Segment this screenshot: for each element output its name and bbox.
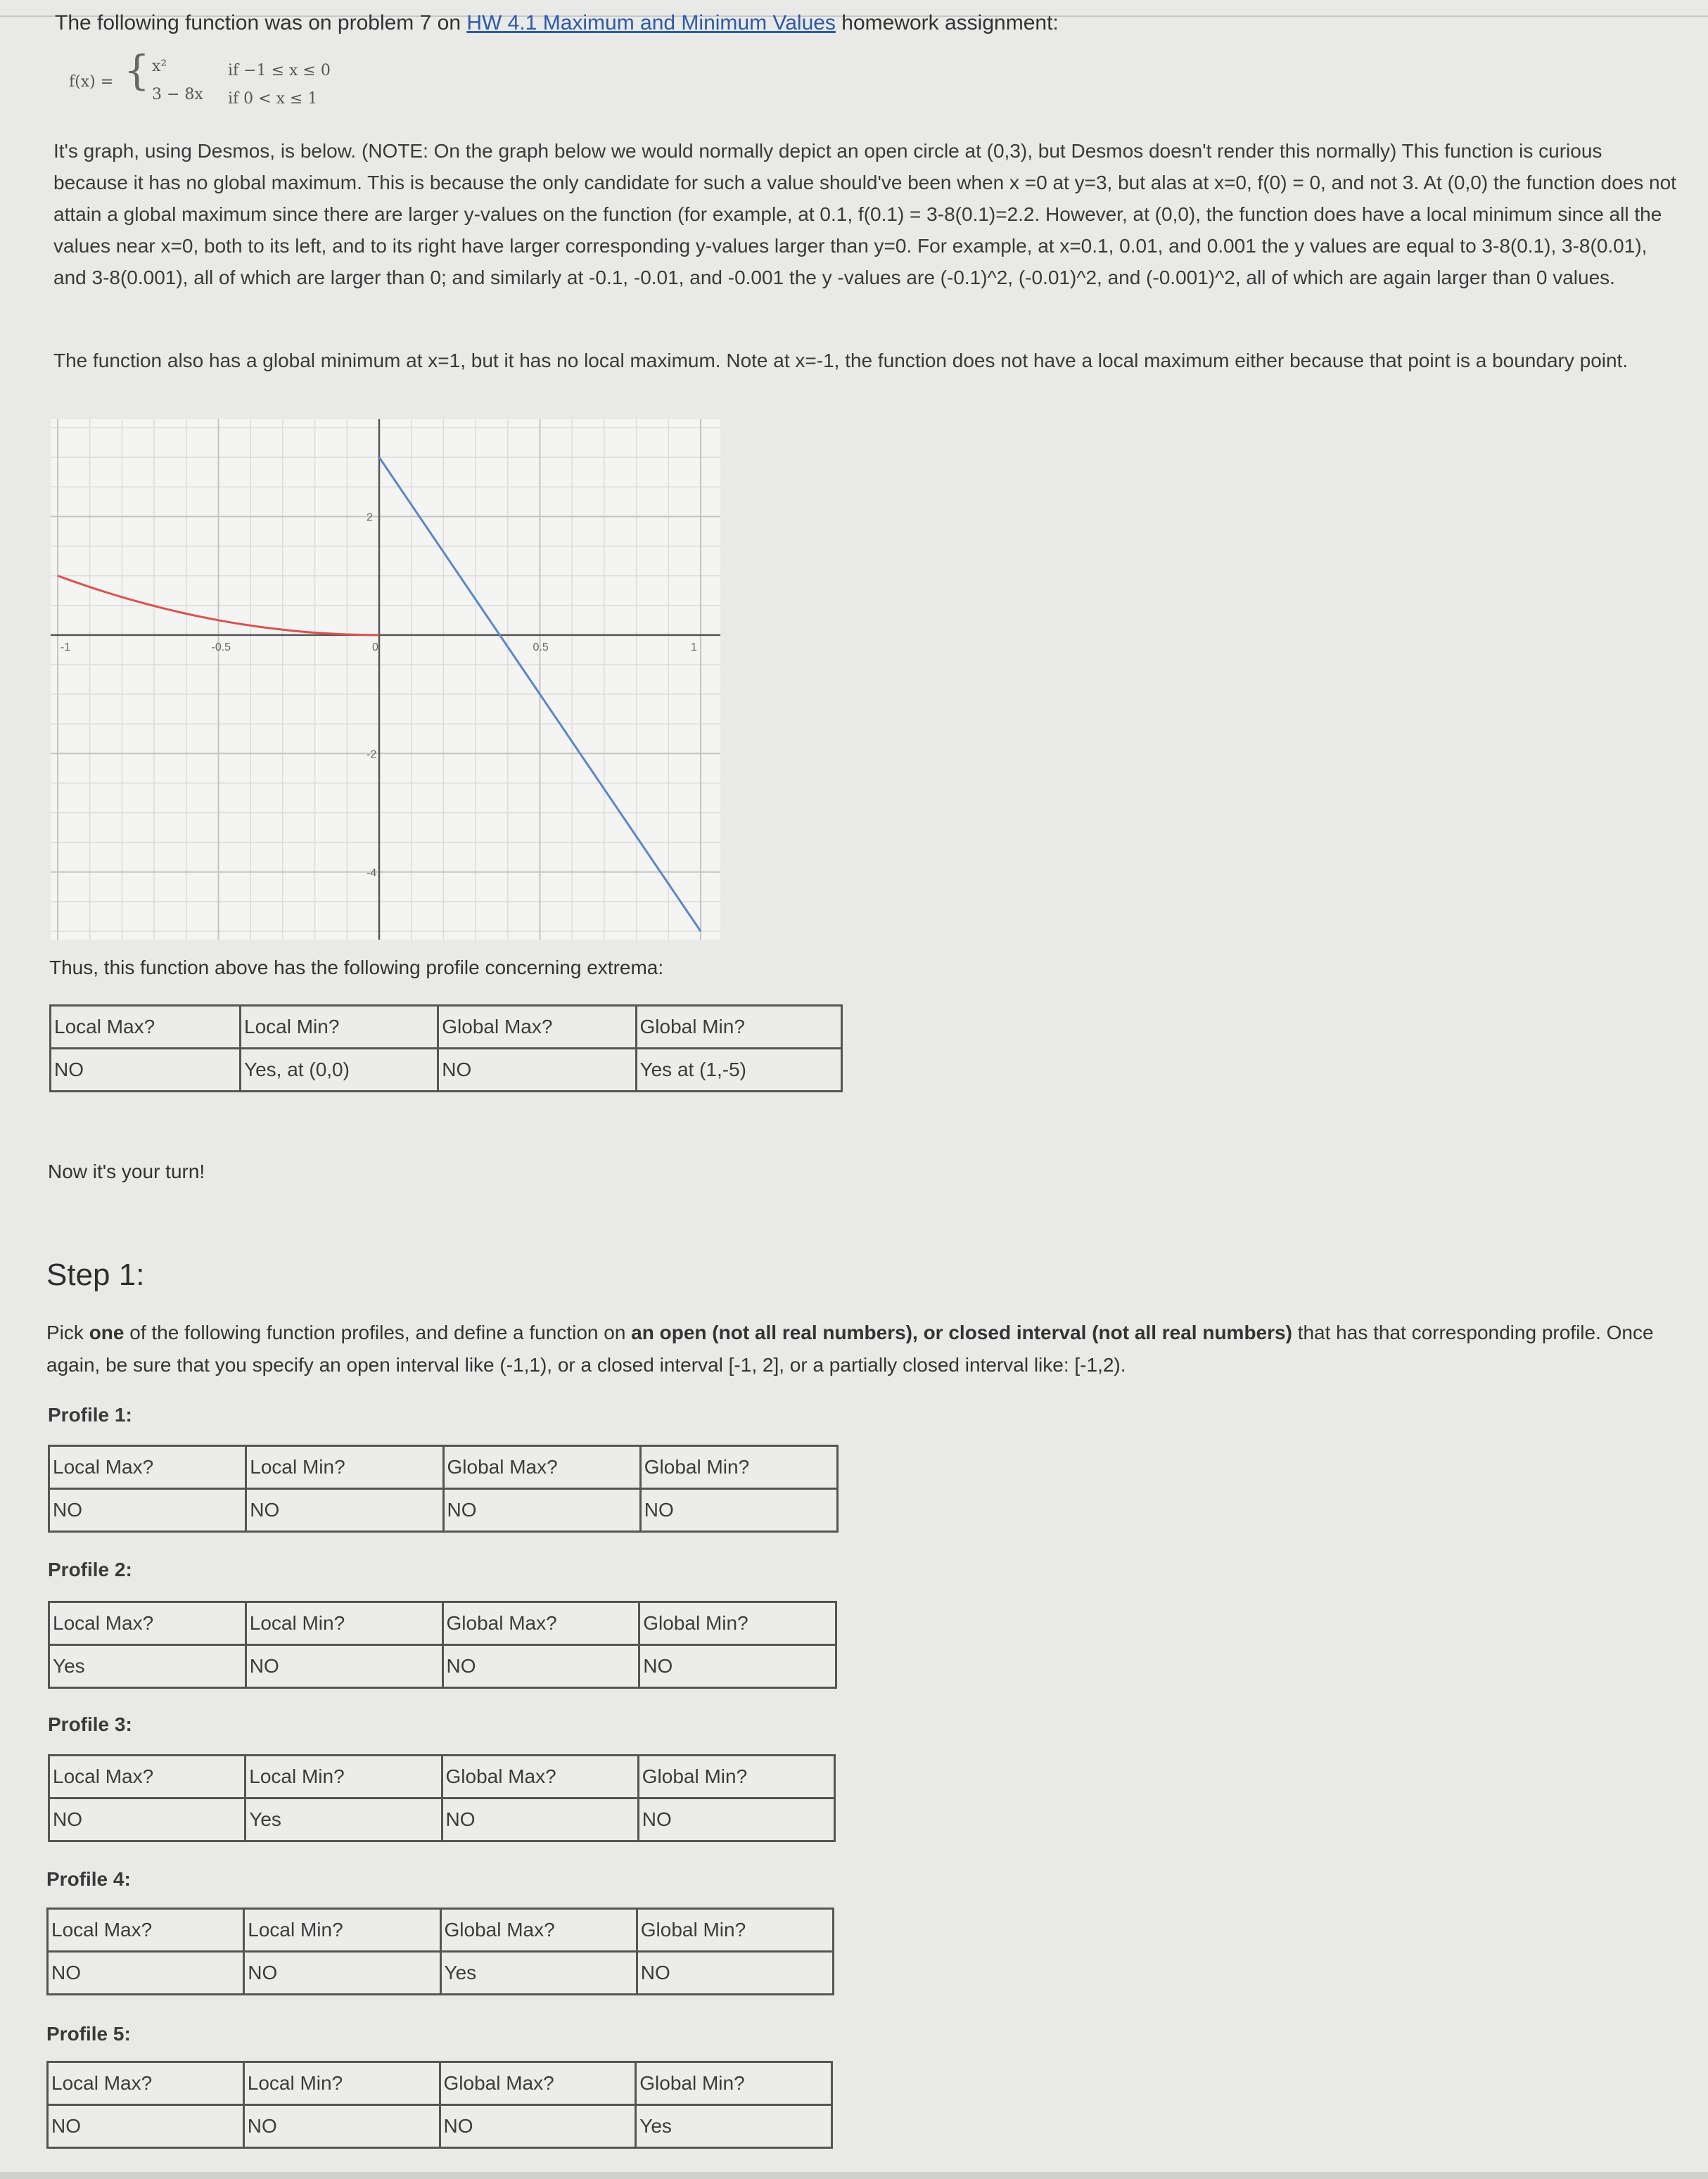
header-global-min: Global Min? <box>638 1756 834 1798</box>
table-row <box>51 1006 842 1049</box>
value-local-max: NO <box>48 1952 244 1995</box>
profile-1-label: Profile 1: <box>48 1404 132 1426</box>
brace-icon: { <box>124 46 150 94</box>
case1-expression: x² <box>152 58 167 75</box>
x-tick-label: 1 <box>691 641 697 653</box>
profile-2-label: Profile 2: <box>48 1559 132 1580</box>
header-local-min: Local Min? <box>246 1446 443 1489</box>
value-global-max: NO <box>442 1645 639 1688</box>
value-global-max: NO <box>443 1489 640 1532</box>
table-row <box>49 1645 836 1688</box>
value-local-max: Yes <box>49 1645 246 1688</box>
value-local-min: Yes, at (0,0) <box>241 1049 438 1092</box>
global-minimum-paragraph: The function also has a global minimum at x=1, but it has no local maximum. Note at x=-1, the function does not have a local maximum either because that point is a boundary point. <box>53 350 1629 371</box>
value-global-max: NO <box>438 1049 636 1092</box>
profile-4-table <box>46 1908 834 1995</box>
step-desc-emphasis: one <box>89 1322 125 1343</box>
y-tick-label: -2 <box>367 748 377 761</box>
y-tick-label: -4 <box>367 867 377 879</box>
header-global-min: Global Min? <box>639 1602 836 1645</box>
value-local-max: NO <box>49 1489 246 1532</box>
profile-2-table <box>48 1601 837 1689</box>
table-row <box>49 1602 836 1645</box>
value-global-min: NO <box>637 1952 833 1995</box>
header-global-max: Global Max? <box>440 2062 636 2105</box>
value-global-min: NO <box>639 1645 836 1688</box>
x-tick-label: 0.5 <box>533 641 549 653</box>
x-tick-label: -1 <box>60 641 71 653</box>
header-global-max: Global Max? <box>442 1602 639 1645</box>
header-local-min: Local Min? <box>246 1602 442 1645</box>
step-title: Step 1: <box>46 1258 145 1292</box>
intro-text <box>55 11 1059 35</box>
header-local-min: Local Min? <box>244 1909 440 1952</box>
case1-condition: if −1 ≤ x ≤ 0 <box>228 62 331 79</box>
header-global-max: Global Max? <box>442 1756 638 1798</box>
step-description <box>46 1317 1664 1381</box>
y-tick-label: 2 <box>367 511 373 524</box>
value-local-max: NO <box>51 1049 241 1092</box>
table-row <box>51 1049 842 1092</box>
example-profile-table <box>49 1004 843 1092</box>
x-tick-label: 0 <box>372 641 378 653</box>
profile-3-label: Profile 3: <box>48 1713 132 1735</box>
x-tick-label: -0.5 <box>211 641 231 653</box>
profile-1-table <box>48 1445 839 1533</box>
header-local-max: Local Max? <box>51 1006 241 1049</box>
value-local-max: NO <box>49 1798 246 1841</box>
profile-5-label: Profile 5: <box>46 2023 131 2045</box>
header-global-max: Global Max? <box>440 1909 637 1952</box>
profile-3-table <box>48 1754 836 1842</box>
value-global-min: NO <box>638 1798 834 1841</box>
header-global-min: Global Min? <box>637 1909 833 1952</box>
step-desc-interval-emphasis: an open (not all real numbers), or closed interval (not all real numbers) <box>631 1322 1292 1343</box>
header-local-min: Local Min? <box>243 2062 440 2105</box>
header-global-max: Global Max? <box>443 1446 640 1489</box>
profile-4-label: Profile 4: <box>46 1868 131 1890</box>
value-global-max: Yes <box>440 1952 637 1995</box>
step-desc-part: of the following function profiles, and define a function on <box>124 1322 632 1343</box>
table-row <box>49 1798 835 1841</box>
header-local-min: Local Min? <box>241 1006 438 1049</box>
value-local-min: NO <box>246 1489 443 1532</box>
value-local-max: NO <box>48 2105 244 2148</box>
homework-link[interactable]: HW 4.1 Maximum and Minimum Values <box>466 11 836 34</box>
header-global-min: Global Min? <box>640 1446 837 1489</box>
table-row <box>48 1909 834 1952</box>
value-local-min: Yes <box>246 1798 442 1841</box>
step-desc-part: Pick <box>46 1322 89 1343</box>
table-row <box>48 2105 832 2148</box>
header-local-min: Local Min? <box>246 1756 442 1798</box>
header-global-min: Global Min? <box>636 1006 842 1049</box>
value-global-max: NO <box>440 2105 636 2148</box>
header-local-max: Local Max? <box>48 2062 244 2105</box>
profile-caption: Thus, this function above has the following profile concerning extrema: <box>49 957 664 978</box>
step-desc-part: that has that corresponding profile. Once again, be sure that you specify an open interval like (-1,1), or a closed interval [-1, 2], or a partially closed interval like: [-1,2). <box>46 1322 1654 1376</box>
value-local-min: NO <box>244 1952 440 1995</box>
value-local-min: NO <box>246 1645 442 1688</box>
value-global-min: Yes at (1,-5) <box>636 1049 842 1092</box>
header-local-max: Local Max? <box>49 1446 246 1489</box>
case2-condition: if 0 < x ≤ 1 <box>228 90 318 108</box>
table-row <box>49 1489 838 1532</box>
header-global-min: Global Min? <box>636 2062 832 2105</box>
value-global-min: NO <box>640 1489 837 1532</box>
header-local-max: Local Max? <box>49 1756 246 1798</box>
value-global-min: Yes <box>636 2105 832 2148</box>
your-turn-text: Now it's your turn! <box>48 1161 205 1182</box>
page-bottom-edge <box>0 2172 1708 2179</box>
table-row <box>48 1952 834 1995</box>
header-local-max: Local Max? <box>48 1909 244 1952</box>
value-global-max: NO <box>442 1798 638 1841</box>
case2-expression: 3 − 8x <box>152 86 203 103</box>
desmos-graph <box>51 419 720 940</box>
formula-lhs: f(x) = <box>69 73 114 91</box>
profile-5-table <box>46 2061 833 2149</box>
header-local-max: Local Max? <box>49 1602 246 1645</box>
value-local-min: NO <box>243 2105 440 2148</box>
table-row <box>48 2062 832 2105</box>
intro-before-link: The following function was on problem 7 on <box>55 11 467 34</box>
explanation-paragraph: It's graph, using Desmos, is below. (NOTE: On the graph below we would normally depict an open circle at (0,3), but Desmos doesn't render this normally) This function is curious because it has no global maximum. This is because the only candidate for such a value should've been when x =0 at y=3, but alas at x=0, f(0) = 0, and not 3. At (0,0) the function does not attain a global maximum since there are larger y-values on the function (for example, at 0.1, f(0.1) = 3-8(0.1)=2.2. However, at (0,0), the function does have a local minimum since all the values near x=0, both to its left, and to its right have larger corresponding y-values larger than y=0. For example, at x=0.1, 0.01, and 0.001 the y values are equal to 3-8(0.1), 3-8(0.01), and 3-8(0.001), all of which are larger than 0; and similarly at -0.1, -0.01, and -0.001 the y -values are (-0.1)^2, (-0.01)^2, and (-0.001)^2, all of which are again larger than 0 values. <box>53 140 1676 288</box>
header-global-max: Global Max? <box>438 1006 636 1049</box>
intro-after-link: homework assignment: <box>835 11 1059 34</box>
table-row <box>49 1446 838 1489</box>
table-row <box>49 1756 835 1798</box>
